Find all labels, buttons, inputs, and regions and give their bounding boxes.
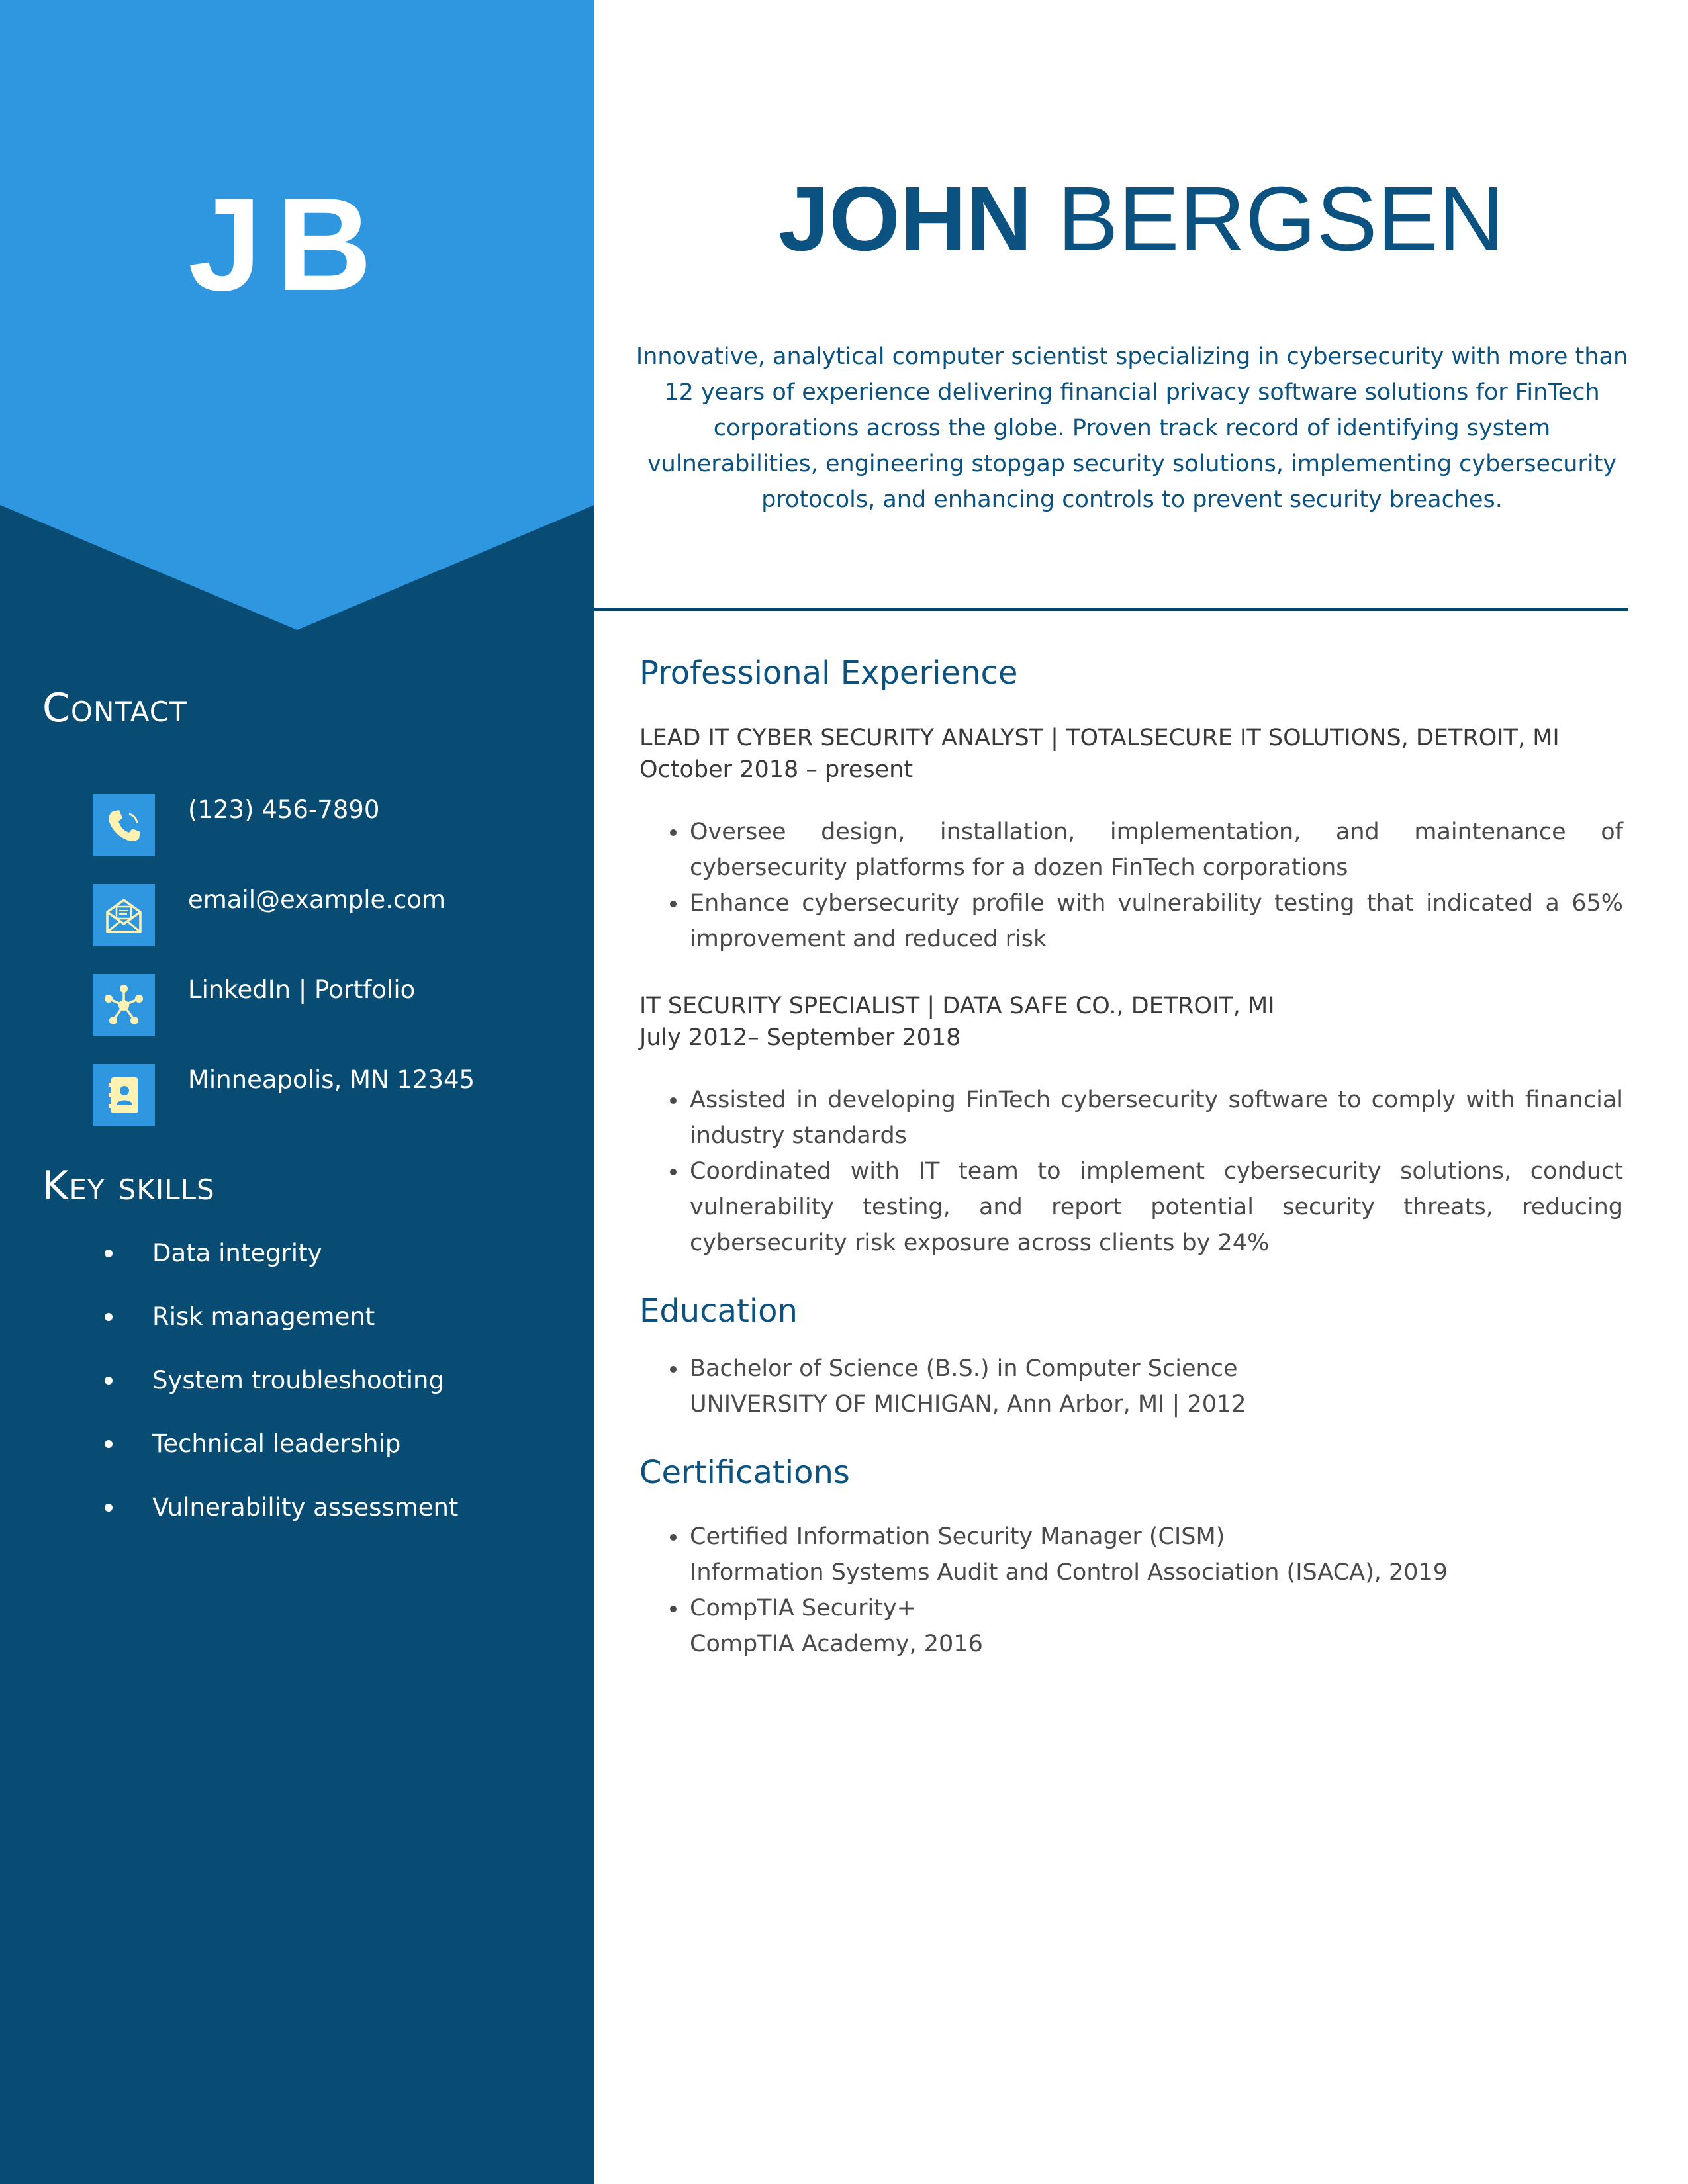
- first-name: JOHN: [778, 168, 1033, 270]
- contact-links-text: LinkedIn | Portfolio: [188, 976, 416, 1004]
- list-item: Enhance cybersecurity profile with vulnerability testing that indicated a 65% improvement and reduced risk: [690, 886, 1623, 957]
- list-item: Data integrity: [0, 1238, 594, 1301]
- contact-location: [93, 1064, 583, 1126]
- sidebar: [0, 0, 594, 2184]
- degree: Bachelor of Science (B.S.) in Computer Science: [690, 1355, 1238, 1382]
- envelope-icon: [93, 884, 155, 946]
- page-title: [594, 168, 1688, 270]
- contact-links: [93, 974, 583, 1036]
- certification-name: Certified Information Security Manager (CISM): [690, 1524, 1225, 1550]
- skills-heading: Key skills: [42, 1163, 215, 1209]
- list-item: [690, 1590, 1623, 1662]
- phone-icon: [93, 794, 155, 856]
- certification-issuer: CompTIA Academy, 2016: [690, 1631, 983, 1657]
- summary-paragraph: Innovative, analytical computer scientist specializing in cybersecurity with more than 12 years of experience delivering financial privacy software solutions for FinTech corporations across the globe. Proven track record of identifying system vulnerabilities, engineering stopgap security solutions, implementing cybersecurity protocols, and enhancing controls to prevent security breaches.: [635, 343, 1628, 513]
- contact-phone-text: (123) 456-7890: [188, 796, 380, 824]
- list-item: [690, 1351, 1623, 1422]
- bullet-icon: [105, 1440, 113, 1448]
- certifications-list: [690, 1519, 1623, 1662]
- certification-issuer: Information Systems Audit and Control Association (ISACA), 2019: [690, 1559, 1448, 1586]
- last-name: BERGSEN: [1057, 168, 1505, 270]
- bullet-icon: [105, 1504, 113, 1512]
- contact-email-text: email@example.com: [188, 886, 446, 914]
- list-item: Oversee design, installation, implementation, and maintenance of cybersecurity platforms for a dozen FinTech corporations: [690, 814, 1623, 886]
- job-bullets: [690, 814, 1623, 957]
- address-book-icon: [93, 1064, 155, 1126]
- list-item: Technical leadership: [0, 1428, 594, 1492]
- contact-location-text: Minneapolis, MN 12345: [188, 1066, 475, 1094]
- bullet-icon: [105, 1313, 113, 1321]
- job-bullets: [690, 1082, 1623, 1261]
- job-title: LEAD IT CYBER SECURITY ANALYST | TOTALSECURE IT SOLUTIONS, DETROIT, MI: [639, 725, 1560, 751]
- skills-list: [0, 1238, 594, 1555]
- experience-heading: Professional Experience: [639, 655, 1018, 692]
- list-item: Risk management: [0, 1301, 594, 1365]
- education-list: [690, 1351, 1623, 1422]
- school: UNIVERSITY OF MICHIGAN, Ann Arbor, MI | 2012: [690, 1391, 1246, 1418]
- divider: [594, 608, 1628, 611]
- education-heading: Education: [639, 1293, 798, 1330]
- list-item: System troubleshooting: [0, 1365, 594, 1428]
- contact-email: [93, 884, 583, 946]
- job-dates: July 2012– September 2018: [639, 1024, 961, 1051]
- job-title: IT SECURITY SPECIALIST | DATA SAFE CO., DETROIT, MI: [639, 993, 1275, 1019]
- contact-heading: Contact: [42, 685, 187, 731]
- network-icon: [93, 974, 155, 1036]
- list-item: Vulnerability assessment: [0, 1492, 594, 1555]
- job-dates: October 2018 – present: [639, 756, 914, 783]
- list-item: [690, 1519, 1623, 1590]
- certification-name: CompTIA Security+: [690, 1595, 916, 1621]
- bullet-icon: [105, 1250, 113, 1257]
- list-item: Coordinated with IT team to implement cybersecurity solutions, conduct vulnerability testing, and report potential security threats, reducing cybersecurity risk exposure across clients by 24%: [690, 1154, 1623, 1261]
- contact-phone: [93, 794, 583, 856]
- monogram: JB: [188, 171, 387, 318]
- certifications-heading: Certifications: [639, 1454, 850, 1491]
- list-item: Assisted in developing FinTech cybersecurity software to comply with financial industry standards: [690, 1082, 1623, 1154]
- bullet-icon: [105, 1377, 113, 1385]
